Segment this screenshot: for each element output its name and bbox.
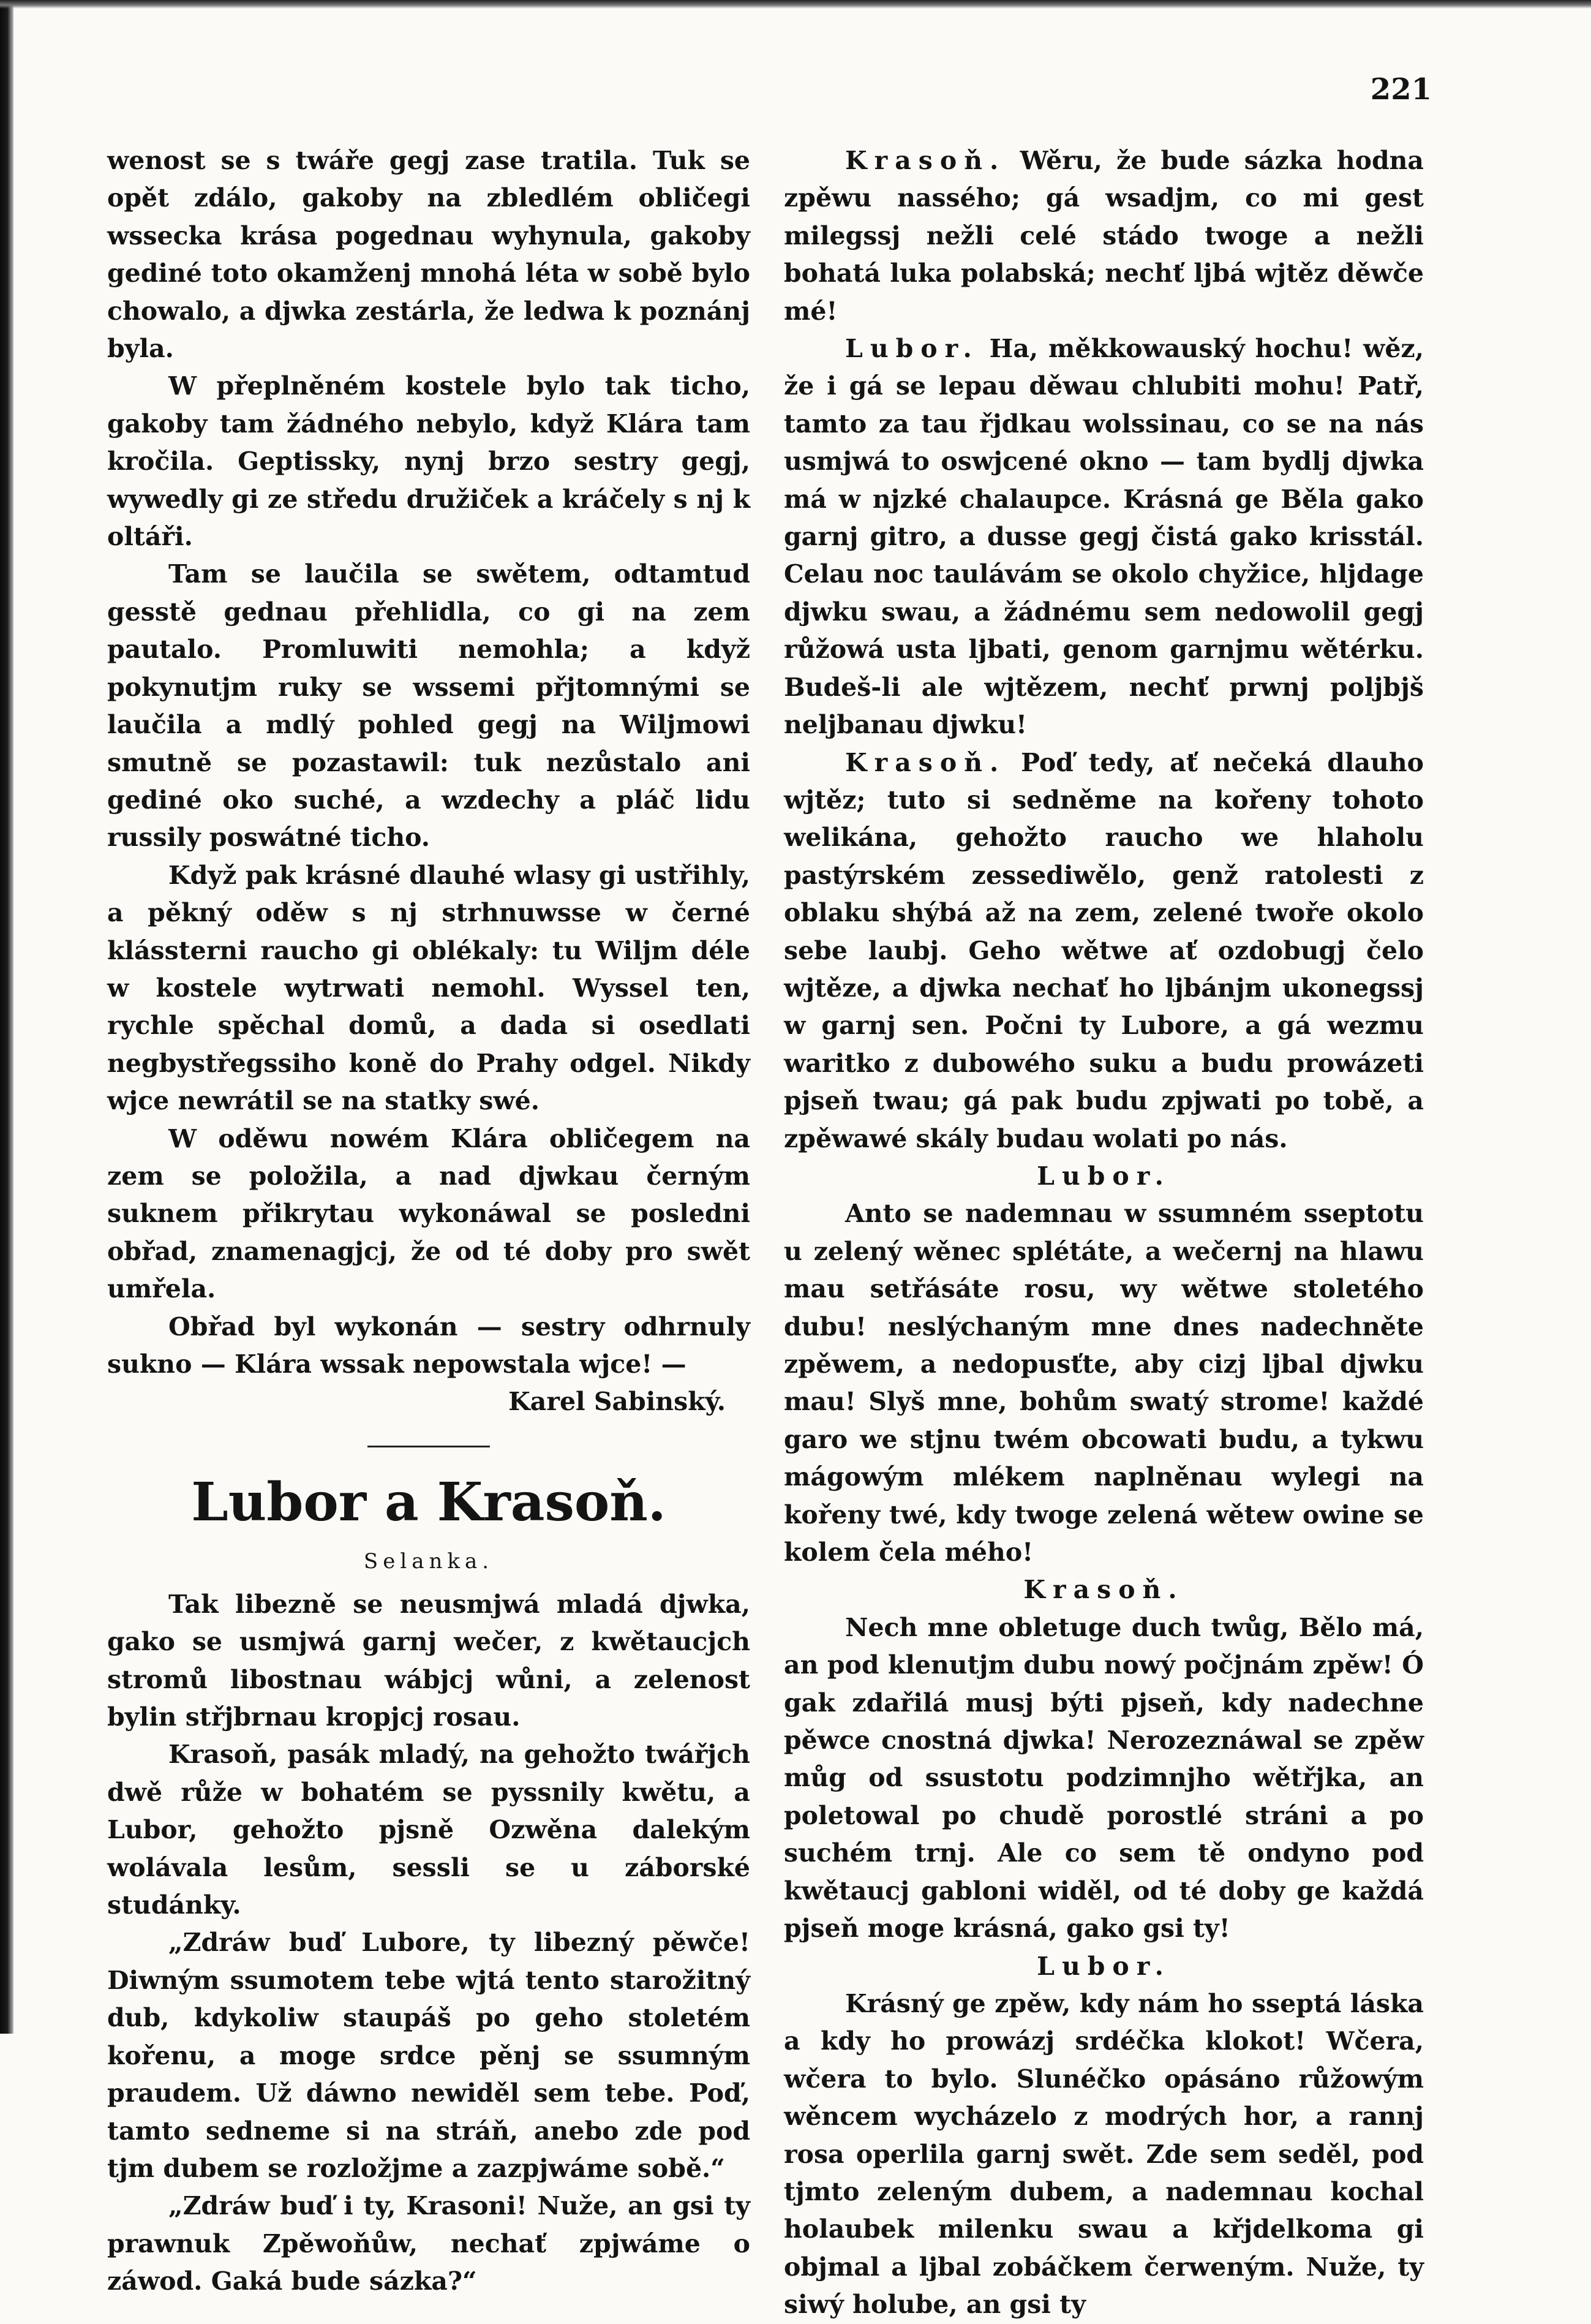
paragraph: Tam se laučila se swětem, odtamtud gesstě gednau přehlidla, co gi na zem pautalo. Promluwiti nemohla; a když pokynutjm ruky se wssemi přjtomnými se laučila a mdlý pohled gegj na Wiljmowi smutně se pozastawil: tuk nezůstalo ani gediné oko suché, a wzdechy a pláč lidu russily poswátné ticho. (107, 559, 750, 853)
speaker-heading: Lubor. (1037, 1951, 1171, 1981)
left-column (107, 142, 750, 2301)
speaker-heading: Krasoň. (1023, 1575, 1184, 1605)
dialogue-text: Ha, měkkowauský hochu! wěz, že i gá se lepau děwau chlubiti mohu! Patř, tamto za tau řjdkau wolssinau, co se na nás usmjwá to oswjcené okno — tam bydlj djwka má w njzké chalaupce. Krásná ge Běla gako garnj gitro, a dusse gegj čistá gako krisstál. Celau noc taulávám se okolo chyžice, hljdage djwku swau, a žádnému sem nedowolil gegj růžowá usta ljbati, genom garnjmu wětérku. Budeš-li ale wjtězem, nechť prwnj poljbjš neljbanau djwku! (784, 334, 1424, 740)
dialogue-paragraph (784, 330, 1424, 744)
page-number: 221 (1370, 72, 1432, 107)
speaker-name: Krasoň. (845, 146, 1006, 175)
dialogue-text: Nech mne obletuge duch twůg, Bělo má, an pod klenutjm dubu nowý počjnám zpěw! Ó gak zdařilá musj býti pjseň, kdy nadechne pěwce cnostná djwka! Nerozeznáwal se zpěw můg od ssustotu podzimnjho wětřjka, an poletowal po chudě porostlé stráni a po suchém trnj. Ale co sem tě ondyno pod kwětaucj gabloni widěl, od té doby ge každá pjseň moge krásná, gako gsi ty! (784, 1612, 1424, 1944)
paragraph: „Zdráw buď i ty, Krasoni! Nuže, an gsi ty prawnuk Zpěwoňůw, nechať zpjwáme o záwod. Gaká bude sázka?“ (107, 2191, 750, 2296)
poem-subtitle: Selanka. (363, 1549, 494, 1574)
section-divider (367, 1446, 490, 1447)
speaker-name: Krasoň. (845, 747, 1006, 777)
speaker-heading: Lubor. (1037, 1161, 1171, 1191)
dialogue-text: Krásný ge zpěw, kdy nám ho sseptá láska a kdy ho prowázj srdéčka klokot! Wčera, wčera to bylo. Slunéčko opásáno růžowým wěncem wycházelo z modrých hor, a rannj rosa operlila garnj swět. Zde sem seděl, pod tjmto zeleným dubem, a nademnau kochal holaubek milenku swau a křjdelkoma gi objmal a ljbal zobáčkem čerweným. Nuže, ty siwý holube, an gsi ty (784, 1988, 1424, 2320)
scan-edge (0, 0, 13, 2034)
right-column (784, 142, 1424, 2324)
paragraph: Obřad byl wykonán — sestry odhrnuly sukno — Klára wssak nepowstala wjce! — (107, 1311, 750, 1379)
speaker-name: Lubor. (845, 334, 979, 364)
paragraph: W přeplněném kostele bylo tak ticho, gakoby tam žádného nebylo, když Klára tam kročila. Geptissky, nynj brzo sestry gegj, wywedly gi ze středu družiček a kráčely s nj k oltáři. (107, 371, 750, 552)
poem-title: Lubor a Krasoň. (191, 1471, 666, 1533)
dialogue-paragraph (784, 744, 1424, 1158)
paragraph: wenost se s twáře gegj zase tratila. Tuk se opět zdálo, gakoby na zbledlém obličegi wssecka krása pogednau wyhynula, gakoby gediné toto okamženj mnohá léta w sobě bylo chowalo, a djwka zestárla, že ledwa k poznánj byla. (107, 146, 750, 364)
paragraph: Když pak krásné dlauhé wlasy gi ustřihly, a pěkný oděw s nj strhnuwsse w černé klássterni raucho gi oblékaly: tu Wiljm déle w kostele wytrwati nemohl. Wyssel ten, rychle spěchal domů, a dada si osedlati negbystřegssiho koně do Prahy odgel. Nikdy wjce newrátil se na statky swé. (107, 860, 750, 1116)
dialogue-text: Poď tedy, ať nečeká dlauho wjtěz; tuto si sedněme na kořeny tohoto welikána, gehožto raucho we hlaholu pastýrském zessediwělo, genž ratolesti z oblaku shýbá až na zem, zelené twoře okolo sebe laubj. Geho wětwe ať ozdobugj čelo wjtěze, a djwka nechať ho ljbánjm ukonegssj w garnj sen. Počni ty Lubore, a gá wezmu waritko z dubowého suku a budu prowázeti pjseň twau; gá pak budu zpjwati po tobě, a zpěwawé skály budau wolati po nás. (784, 747, 1424, 1153)
dialogue-text: Anto se nademnau w ssumném sseptotu u zelený wěnec splétáte, a wečernj na hlawu mau setřásáte rosu, wy wětwe stoletého dubu! neslýchaným mne dnes nadechněte zpěwem, a nedopusťte, aby cizj ljbal djwku mau! Slyš mne, bohům swatý strome! každé garo we stjnu twém obcowati budu, a tykwu mágowým mlékem naplněnau wylegi na kořeny twé, kdy twoge zelená wětew owine se kolem čela mého! (784, 1199, 1424, 1568)
paragraph: „Zdráw buď Lubore, ty libezný pěwče! Diwným ssumotem tebe wjtá tento starožitný dub, kdykoliw staupáš po geho stoletém kořenu, a moge srdce pěnj se ssumným praudem. Už dáwno newiděl sem tebe. Poď, tamto sedneme si na stráň, anebo zde pod tjm dubem se rozložjme a zazpjwáme sobě.“ (107, 1928, 750, 2183)
paragraph: W oděwu nowém Klára obličegem na zem se položila, a nad djwkau černým suknem přikrytau wykonáwal se posledni obřad, znamenagjcj, že od té doby pro swět umřela. (107, 1123, 750, 1304)
dialogue-paragraph (784, 142, 1424, 330)
paragraph: Tak libezně se neusmjwá mladá djwka, gako se usmjwá garnj wečer, z kwětaucjch stromů libostnau wábjcj wůni, a zelenost bylin střjbrnau kropjcj rosau. (107, 1589, 750, 1732)
paragraph: Krasoň, pasák mladý, na gehožto twářjch dwě růže w bohatém se pyssnily kwětu, a Lubor, gehožto pjsně Ozwěna dalekým wolávala lesům, sessli se u záborské studánky. (107, 1740, 750, 1920)
scan-top-edge (0, 0, 1591, 9)
author-signature: Karel Sabinský. (508, 1387, 726, 1417)
dialogue-text: Wěru, že bude sázka hodna zpěwu nassého; gá wsadjm, co mi gest milegssj nežli celé stádo twoge a nežli bohatá luka polabská; nechť ljbá wjtěz děwče mé! (784, 146, 1424, 326)
